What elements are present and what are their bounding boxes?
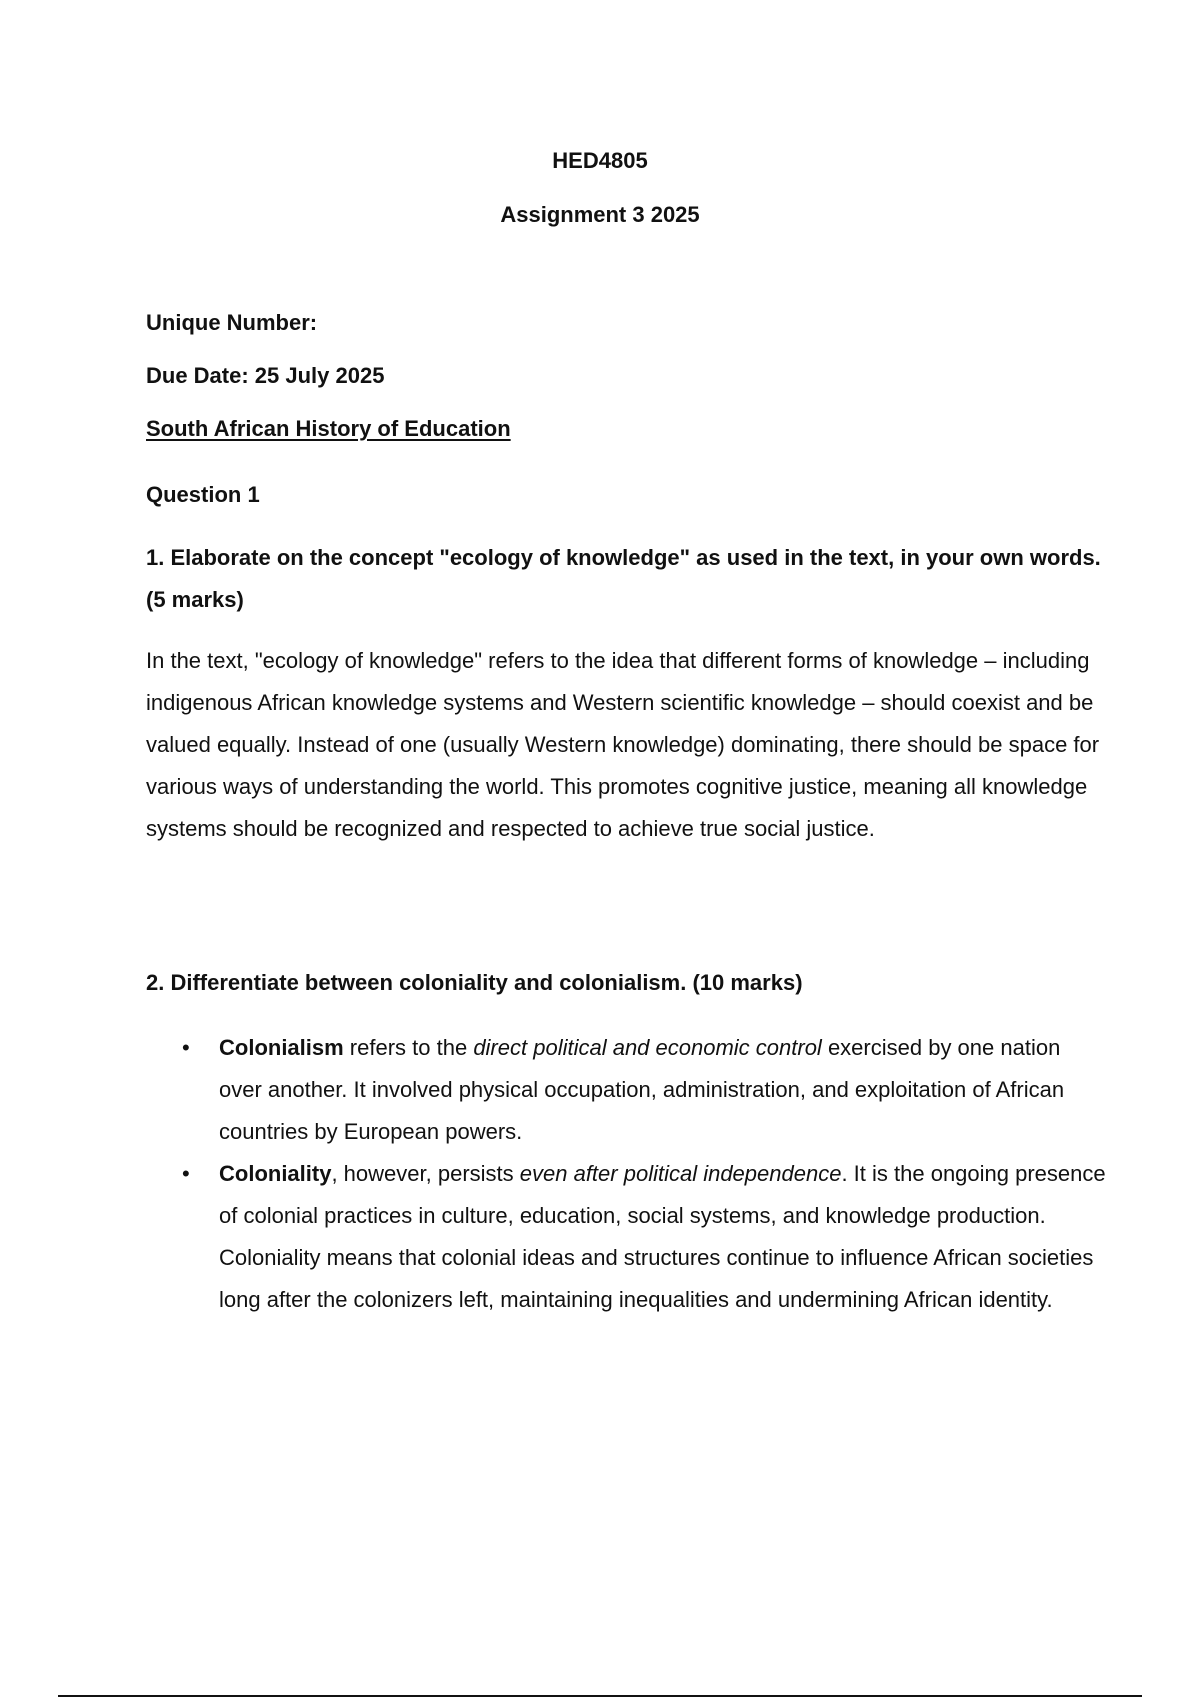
- bullet-text-before: , however, persists: [331, 1161, 520, 1186]
- q2-prompt: 2. Differentiate between coloniality and colonialism. (10 marks): [146, 970, 803, 995]
- q1-prompt: 1. Elaborate on the concept "ecology of knowledge" as used in the text, in your own words. (5 marks): [146, 545, 1101, 612]
- list-item: [146, 1027, 1106, 1153]
- bullet-emphasis: direct political and economic control: [473, 1035, 822, 1060]
- term-coloniality: Coloniality: [219, 1161, 332, 1186]
- term-colonialism: Colonialism: [219, 1035, 344, 1060]
- assignment-title: Assignment 3 2025: [500, 202, 700, 227]
- module-title: South African History of Education: [146, 416, 511, 441]
- course-code: HED4805: [552, 148, 648, 173]
- q1-answer: In the text, "ecology of knowledge" refers to the idea that different forms of knowledge – including indigenous African knowledge systems and Western scientific knowledge – should coexist and be valued equally. Instead of one (usually Western knowledge) dominating, there should be space for various ways of understanding the world. This promotes cognitive justice, meaning all knowledge systems should be recognized and respected to achieve true social justice.: [146, 648, 1100, 841]
- bullet-icon: •: [182, 1161, 190, 1186]
- bullet-text-after: exercised by one nation over another. It involved physical occupation, administration, and exploitation of African countries by European powers.: [219, 1035, 1065, 1144]
- question-heading: Question 1: [146, 482, 260, 507]
- footer-divider: [58, 1695, 1142, 1697]
- bullet-text-before: refers to the: [343, 1035, 474, 1060]
- q2-bullet-list: [146, 1027, 1106, 1321]
- bullet-text-after: . It is the ongoing presence of colonial practices in culture, education, social systems, and knowledge production. Coloniality means that colonial ideas and structures continue to influence African societies long after the colonizers left, maintaining inequalities and undermining African identity.: [219, 1161, 1106, 1312]
- bullet-emphasis: even after political independence: [519, 1161, 842, 1186]
- bullet-icon: •: [182, 1035, 190, 1060]
- unique-number-label: Unique Number:: [146, 310, 318, 335]
- due-date: Due Date: 25 July 2025: [146, 363, 385, 388]
- list-item: [146, 1153, 1106, 1321]
